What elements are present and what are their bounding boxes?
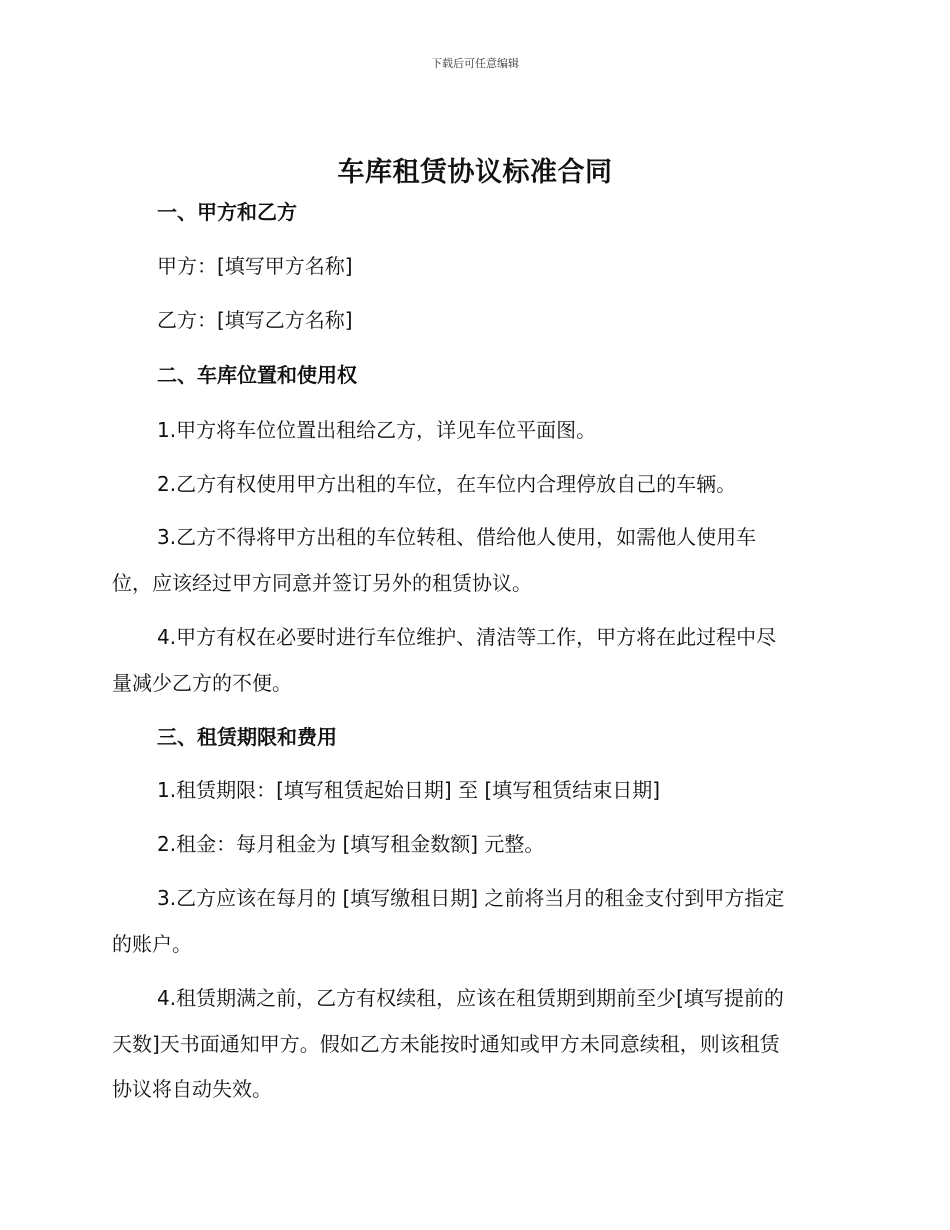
clause-3-3-line-2: 的账户。: [112, 932, 192, 956]
clause-3-4-line-3: 协议将自动失效。: [112, 1077, 272, 1101]
clause-3-3-line-1: 3.乙方应该在每月的 [填写缴租日期] 之前将当月的租金支付到甲方指定: [157, 886, 785, 910]
clause-2-3-line-1: 3.乙方不得将甲方出租的车位转租、借给他人使用，如需他人使用车: [157, 525, 757, 549]
clause-2-4-line-2: 量减少乙方的不便。: [112, 671, 292, 695]
clause-3-4-line-2: 天数]天书面通知甲方。假如乙方未能按时通知或甲方未同意续租，则该租赁: [112, 1032, 780, 1056]
clause-2-1: 1.甲方将车位位置出租给乙方，详见车位平面图。: [157, 418, 597, 442]
clause-3-2: 2.租金：每月租金为 [填写租金数额] 元整。: [157, 832, 545, 856]
clause-2-2: 2.乙方有权使用甲方出租的车位，在车位内合理停放自己的车辆。: [157, 472, 737, 496]
section-heading-term-fees: 三、租赁期限和费用: [157, 725, 337, 749]
section-heading-parties: 一、甲方和乙方: [157, 200, 297, 224]
party-a-line: 甲方：[填写甲方名称]: [157, 254, 353, 278]
party-b-line: 乙方：[填写乙方名称]: [157, 308, 353, 332]
section-heading-garage-use: 二、车库位置和使用权: [157, 363, 357, 387]
clause-3-4-line-1: 4.租赁期满之前，乙方有权续租，应该在租赁期到期前至少[填写提前的: [157, 986, 784, 1010]
header-note: 下载后可任意编辑: [431, 57, 519, 70]
clause-2-3-line-2: 位，应该经过甲方同意并签订另外的租赁协议。: [112, 571, 532, 595]
document-title: 车库租赁协议标准合同: [337, 157, 613, 188]
clause-3-1: 1.租赁期限：[填写租赁起始日期] 至 [填写租赁结束日期]: [157, 778, 661, 802]
clause-2-4-line-1: 4.甲方有权在必要时进行车位维护、清洁等工作，甲方将在此过程中尽: [157, 625, 777, 649]
